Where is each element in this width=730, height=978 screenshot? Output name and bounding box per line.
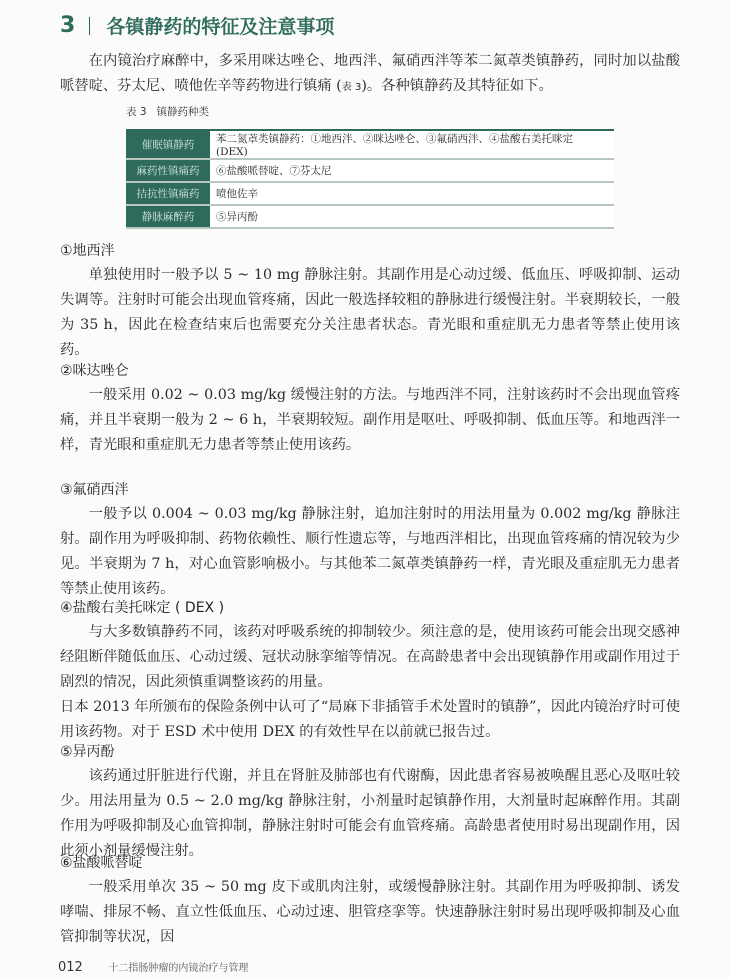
section-number: 3 — [60, 13, 76, 38]
drug-heading: ③氟硝西泮 — [60, 482, 129, 498]
table-caption — [126, 104, 219, 119]
intro-text: 在内镜治疗麻醉中，多采用咪达唑仑、地西泮、氟硝西泮等苯二氮䓬类镇静药，同时加以盐酸哌替啶、芬太尼、喷他佐辛等药物进行镇痛 ( — [60, 53, 680, 94]
table-drugs: ⑥盐酸哌替啶、⑦芬太尼 — [210, 159, 614, 182]
section-header — [60, 12, 334, 39]
table-row — [126, 130, 614, 159]
table-drugs: 喷他佐辛 — [210, 182, 614, 205]
divider — [89, 17, 90, 35]
table-category: 催眠镇静药 — [126, 130, 210, 159]
drug-paragraph: 该药通过肝脏进行代谢，并且在肾脏及肺部也有代谢酶，因此患者容易被唤醒且恶心及呕吐较少。用法用量为 0.5 ~ 2.0 mg/kg 静脉注射，小剂量时起镇静作用，大剂量时起麻醉作用。其副作用为呼吸抑制及心血管抑制，静脉注射时可能会有血管疼痛。高龄患者使用时易出现副作用，因此须小剂量缓慢注射。 — [60, 768, 680, 859]
table-category: 静脉麻醉药 — [126, 205, 210, 228]
drug-paragraph: 一般采用 0.02 ~ 0.03 mg/kg 缓慢注射的方法。与地西泮不同，注射该药时不会出现血管疼痛，并且半衰期一般为 2 ~ 6 h，半衰期较短。副作用是呕吐、呼吸抑制、低血压等。和地西泮一样，青光眼和重症肌无力患者等禁止使用该药。 — [60, 387, 680, 453]
drug-paragraph: 日本 2013 年所颁布的保险条例中认可了“局麻下非插管手术处置时的镇静”，因此内镜治疗时可使用该药物。对于 ESD 术中使用 DEX 的有效性早在以前就已报告过。 — [60, 699, 680, 740]
section-title: 各镇静药的特征及注意事项 — [106, 16, 335, 38]
page-footer — [58, 959, 248, 975]
caption-label: 表 3 — [126, 106, 147, 118]
sedative-table — [126, 129, 614, 229]
table-category: 拮抗性镇痛药 — [126, 182, 210, 205]
caption-title: 镇静药种类 — [156, 106, 210, 118]
drug-paragraph: 一般予以 0.004 ~ 0.03 mg/kg 静脉注射，追加注射时的用法用量为 0.002 mg/kg 静脉注射。副作用为呼吸抑制、药物依赖性、顺行性遗忘等，与地西泮相比，出现血管疼痛的情况较为少见。半衰期为 7 h，对心血管影响极小。与其他苯二氮䓬类镇静药一样，青光眼及重症肌无力患者等禁止使用该药。 — [60, 506, 680, 597]
drug-paragraph: 与大多数镇静药不同，该药对呼吸系统的抑制较少。须注意的是，使用该药可能会出现交感神经阻断伴随低血压、心动过缓、冠状动脉挛缩等情况。在高龄患者中会出现镇静作用或副作用过于剧烈的情况，因此须慎重调整该药的用量。 — [60, 624, 680, 690]
drug-heading: ⑥盐酸哌替啶 — [60, 855, 143, 871]
book-title: 十二指肠肿瘤的内镜治疗与管理 — [108, 963, 249, 974]
drug-heading: ②咪达唑仑 — [60, 363, 129, 379]
drug-paragraph: 单独使用时一般予以 5 ~ 10 mg 静脉注射。其副作用是心动过缓、低血压、呼吸抑制、运动失调等。注射时可能会出现血管疼痛，因此一般选择较粗的静脉进行缓慢注射。半衰期较长，一般为 35 h，因此在检查结束后也需要充分关注患者状态。青光眼和重症肌无力患者等禁止使用该药。 — [60, 267, 680, 358]
table-reference: 表 3 — [341, 82, 362, 93]
drug-heading: ④盐酸右美托咪定 ( DEX ) — [60, 600, 225, 616]
drug-heading: ⑤异丙酚 — [60, 744, 115, 760]
drug-paragraph: 一般采用单次 35 ~ 50 mg 皮下或肌肉注射，或缓慢静脉注射。其副作用为呼吸抑制、诱发哮喘、排尿不畅、直立性低血压、心动过速、胆管痉挛等。快速静脉注射时易出现呼吸抑制及心血管抑制等状况，因 — [60, 879, 680, 945]
table-drugs: 苯二氮䓬类镇静药：①地西泮、②咪达唑仑、③氟硝西泮、④盐酸右美托咪定 (DEX) — [210, 130, 614, 159]
drug-heading: ①地西泮 — [60, 243, 115, 259]
intro-text-end: )。各种镇静药及其特征如下。 — [361, 78, 553, 94]
page-number: 012 — [58, 960, 83, 975]
table-category: 麻药性镇痛药 — [126, 159, 210, 182]
table-drugs: ⑤异丙酚 — [210, 205, 614, 228]
table-row — [126, 182, 614, 205]
intro-paragraph — [60, 49, 680, 100]
table-row — [126, 205, 614, 228]
table-row — [126, 159, 614, 182]
